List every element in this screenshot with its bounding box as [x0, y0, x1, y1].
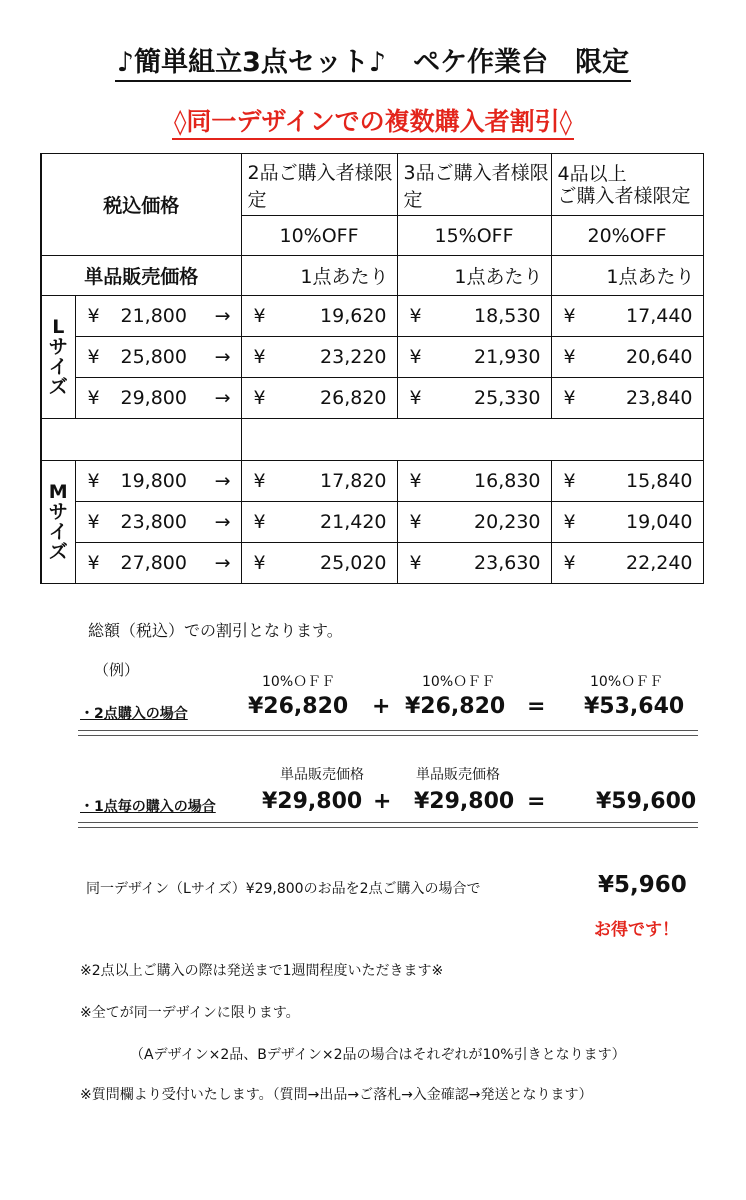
- price-2-cell: ¥ 23,220: [241, 337, 397, 378]
- example2-value1: ¥29,800: [262, 789, 363, 814]
- savings-tagline: お得です！: [594, 920, 679, 940]
- col4-discount: 20%OFF: [551, 216, 703, 256]
- unit-price-label: 単品販売価格: [41, 256, 241, 296]
- tax-included-label: 税込価格: [41, 154, 241, 256]
- price-4-cell: ¥ 15,840: [551, 461, 703, 502]
- table-row: [41, 461, 703, 502]
- price-3-cell: ¥ 21,930: [397, 337, 551, 378]
- price-4-cell: ¥ 20,640: [551, 337, 703, 378]
- price-4-cell: ¥ 22,240: [551, 543, 703, 584]
- total-discount-note: 総額（税込）での割引となります。: [88, 621, 343, 640]
- l-size-label: L サ イ ズ: [41, 296, 75, 419]
- price-4-cell: ¥ 19,040: [551, 502, 703, 543]
- base-price-cell: ¥ 25,800 →: [75, 337, 241, 378]
- col2-header: 2品ご購入者様限定: [241, 154, 397, 216]
- equals-sign: =: [527, 694, 546, 719]
- savings-value: ¥5,960: [598, 872, 687, 898]
- col4-header: 4品以上 ご購入者様限定: [551, 154, 703, 216]
- double-rule: [78, 730, 698, 736]
- price-3-cell: ¥ 20,230: [397, 502, 551, 543]
- example-label: （例）: [94, 661, 140, 679]
- col2-discount: 10%OFF: [241, 216, 397, 256]
- spacer-row: [41, 419, 703, 461]
- example2-value2: ¥29,800: [414, 789, 515, 814]
- price-2-cell: ¥ 21,420: [241, 502, 397, 543]
- example2-label: ・1点毎の購入の場合: [80, 799, 216, 815]
- base-price-cell: ¥ 21,800 →: [75, 296, 241, 337]
- note-same-design: ※全てが同一デザインに限ります。: [80, 1005, 300, 1021]
- table-row: [41, 378, 703, 419]
- example2-tag: 単品販売価格: [416, 767, 500, 783]
- example1-value1: ¥26,820: [248, 694, 349, 719]
- example1-total: ¥53,640: [584, 694, 685, 719]
- price-3-cell: ¥ 25,330: [397, 378, 551, 419]
- price-table: [40, 153, 704, 584]
- plus-sign: +: [373, 789, 392, 814]
- price-2-cell: ¥ 26,820: [241, 378, 397, 419]
- example2-total: ¥59,600: [596, 789, 697, 814]
- example1-value2: ¥26,820: [405, 694, 506, 719]
- example1-label: ・2点購入の場合: [80, 706, 188, 722]
- base-price-cell: ¥ 19,800 →: [75, 461, 241, 502]
- col3-discount: 15%OFF: [397, 216, 551, 256]
- price-2-cell: ¥ 17,820: [241, 461, 397, 502]
- per-item-label: 1点あたり: [241, 256, 397, 296]
- example1-tag: 10%ＯＦＦ: [262, 674, 336, 690]
- table-row: [41, 502, 703, 543]
- price-2-cell: ¥ 25,020: [241, 543, 397, 584]
- per-item-label: 1点あたり: [551, 256, 703, 296]
- page-title: ♪簡単組立3点セット♪ ペケ作業台 限定: [0, 40, 746, 79]
- table-row: [41, 543, 703, 584]
- price-3-cell: ¥ 18,530: [397, 296, 551, 337]
- example1-tag: 10%ＯＦＦ: [422, 674, 496, 690]
- note-design-example: （Aデザイン×2品、Bデザイン×2品の場合はそれぞれが10%引きとなります）: [130, 1047, 626, 1063]
- price-4-cell: ¥ 17,440: [551, 296, 703, 337]
- price-3-cell: ¥ 23,630: [397, 543, 551, 584]
- savings-text: 同一デザイン（Lサイズ）¥29,800のお品を2点ご購入の場合で: [86, 881, 481, 897]
- m-size-label: M サ イ ズ: [41, 461, 75, 584]
- table-row: [41, 296, 703, 337]
- example2-tag: 単品販売価格: [280, 767, 364, 783]
- table-row: [41, 337, 703, 378]
- equals-sign: =: [527, 789, 546, 814]
- base-price-cell: ¥ 27,800 →: [75, 543, 241, 584]
- example1-tag: 10%ＯＦＦ: [590, 674, 664, 690]
- col3-header: 3品ご購入者様限定: [397, 154, 551, 216]
- page-subtitle: ◊同一デザインでの複数購入者割引◊: [0, 102, 746, 138]
- note-questions: ※質問欄より受付いたします。（質問→出品→ご落札→入金確認→発送となります）: [80, 1087, 593, 1103]
- base-price-cell: ¥ 23,800 →: [75, 502, 241, 543]
- plus-sign: +: [372, 694, 391, 719]
- note-shipping: ※2点以上ご購入の際は発送まで1週間程度いただきます※: [80, 963, 444, 979]
- base-price-cell: ¥ 29,800 →: [75, 378, 241, 419]
- price-2-cell: ¥ 19,620: [241, 296, 397, 337]
- per-item-label: 1点あたり: [397, 256, 551, 296]
- price-3-cell: ¥ 16,830: [397, 461, 551, 502]
- double-rule: [78, 822, 698, 828]
- price-4-cell: ¥ 23,840: [551, 378, 703, 419]
